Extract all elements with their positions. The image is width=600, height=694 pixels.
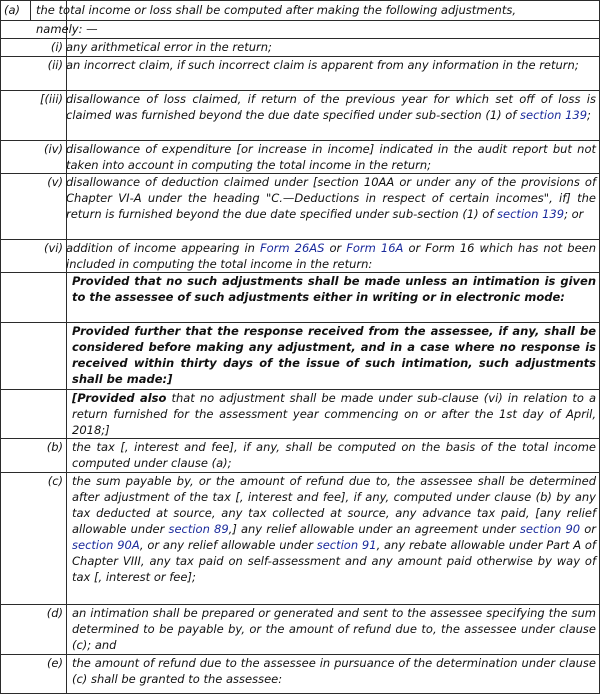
item-iii-text xyxy=(66,91,596,123)
item-i-text: any arithmetical error in the return; xyxy=(66,40,272,54)
item-iii-end: ; xyxy=(587,108,591,122)
clause-c-part: or xyxy=(580,522,596,536)
proviso-3-lead: [Provided also xyxy=(72,391,167,405)
proviso-2: Provided further that the response received from the assessee, if any, shall be considered before making any adjustment, and in a case where no response is received within thirty days of the issue of such intimation, such adjustments shall be made:] xyxy=(72,324,596,386)
clause-b-text: the tax [, interest and fee], if any, shall be computed on the basis of the total income computed under clause (a); xyxy=(72,440,596,470)
clause-a-label: (a) xyxy=(4,3,21,17)
section-89-link[interactable]: section 89 xyxy=(168,522,229,536)
form-26as-link[interactable]: Form 26AS xyxy=(260,241,325,255)
clause-c-part: the sum payable by, or the amount of refund due to, the assessee shall be determined after adjustment of the tax [, interest and fee], if any, computed under clause (b) by any tax deducted at source, any tax collected at source, any advance tax paid, [any relief allowable under xyxy=(72,474,596,536)
item-iii-body: disallowance of loss claimed, if return of the previous year for which set off of loss is claimed was furnished beyond the due date specified under sub-section (1) of xyxy=(66,92,596,122)
item-i-label: (i) xyxy=(50,40,63,54)
clause-e-text: the amount of refund due to the assessee in pursuance of the determination under clause (c) shall be granted to the assessee: xyxy=(72,656,596,686)
item-v-end: ; or xyxy=(564,207,584,221)
item-iv-text: disallowance of expenditure [or increase in income] indicated in the audit report but not taken into account in computing the total income in the return; xyxy=(66,142,596,172)
proviso-1: Provided that no such adjustments shall be made unless an intimation is given to the assessee of such adjustments either in writing or in electronic mode: xyxy=(72,274,596,304)
section-90a-link[interactable]: section 90A xyxy=(72,538,140,552)
clause-a-namely: namely: — xyxy=(36,22,98,36)
item-vi-body: addition of income appearing in xyxy=(66,241,261,255)
item-v-label: (v) xyxy=(47,175,63,189)
section-139-link[interactable]: section 139 xyxy=(520,108,588,122)
item-ii-label: (ii) xyxy=(47,58,63,72)
section-90-link[interactable]: section 90 xyxy=(519,522,581,536)
item-v-body: disallowance of deduction claimed under [section 10AA or under any of the provisions of Chapter VI-A under the heading "C.—Deductions in respect of certain incomes", if] the return is furnished beyond the due date specified under sub-section (1) of xyxy=(66,175,596,221)
form-16a-link[interactable]: Form 16A xyxy=(346,241,404,255)
clause-c-part: , any rebate allowable under Part A of Chapter VIII, any tax paid on self-assessment and any amount paid otherwise by way of tax [, interest or fee]; xyxy=(72,538,596,584)
item-vi-mid: or xyxy=(324,241,347,255)
section-139-link[interactable]: section 139 xyxy=(497,207,565,221)
clause-c-part: , or any relief allowable under xyxy=(139,538,317,552)
top-border xyxy=(0,0,600,1)
item-iv-label: (iv) xyxy=(44,142,63,156)
proviso-3 xyxy=(72,390,596,438)
clause-d-label: (d) xyxy=(46,606,63,620)
clause-a-text: the total income or loss shall be computed after making the following adjustments, xyxy=(36,3,516,17)
section-91-link[interactable]: section 91 xyxy=(316,538,377,552)
item-ii-text: an incorrect claim, if such incorrect claim is apparent from any information in the return; xyxy=(66,58,579,72)
item-vi-label: (vi) xyxy=(44,241,63,255)
proviso-3-body: that no adjustment shall be made under sub-clause (vi) in relation to a return furnished for the assessment year commencing on or after the 1st day of April, 2018;] xyxy=(72,391,597,437)
clause-b-label: (b) xyxy=(46,440,63,454)
clause-c-label: (c) xyxy=(47,474,63,488)
clause-d-text: an intimation shall be prepared or generated and sent to the assessee specifying the sum determined to be payable by, or the amount of refund due to, the assessee under clause (c); and xyxy=(72,606,596,652)
clause-c-text xyxy=(72,473,596,585)
item-vi-end: or Form 16 which has not been included in computing the total income in the return: xyxy=(66,241,597,271)
item-iii-label: [(iii) xyxy=(39,92,63,106)
clause-e-label: (e) xyxy=(46,656,63,670)
item-v-text xyxy=(66,174,596,222)
item-vi-text xyxy=(66,240,596,272)
a-divider xyxy=(30,0,31,20)
clause-c-part: ,] any relief allowable under an agreement under xyxy=(228,522,520,536)
